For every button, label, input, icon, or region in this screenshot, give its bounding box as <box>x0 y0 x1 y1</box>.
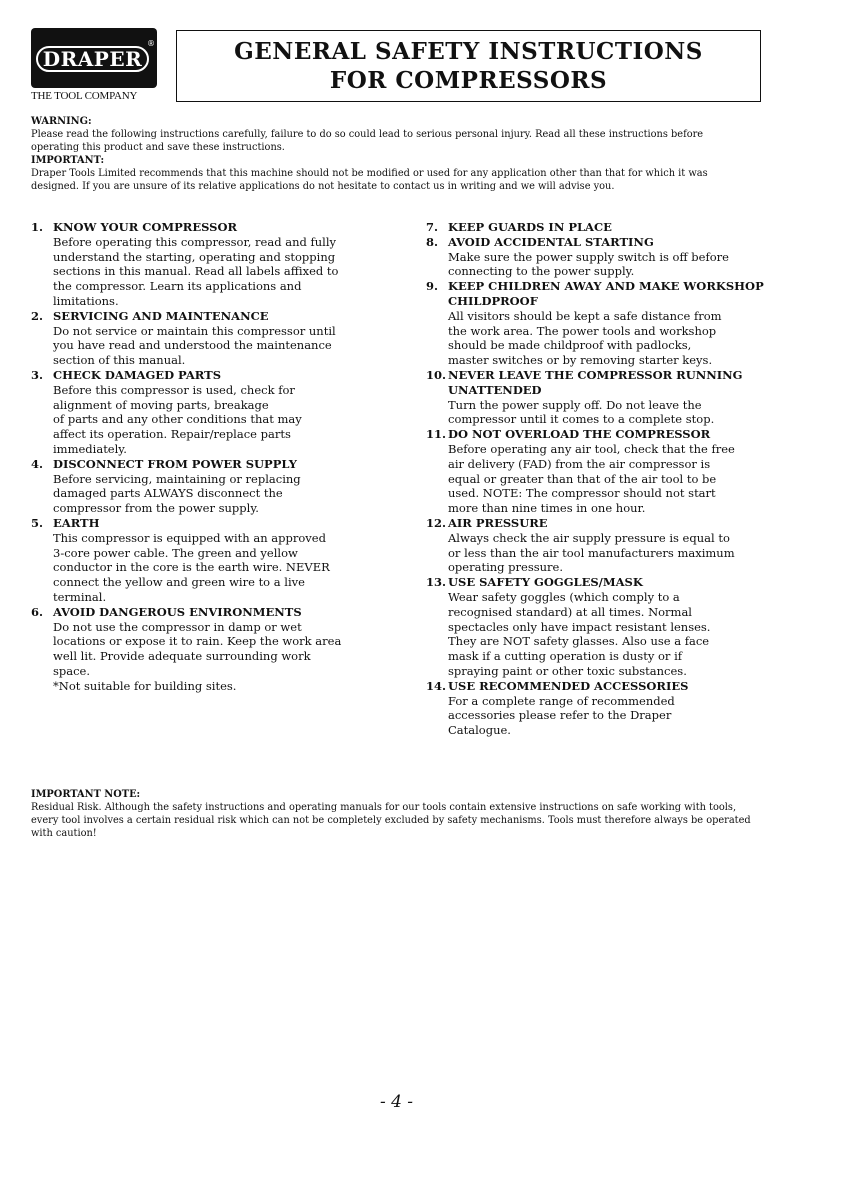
instruction-text-line: conductor in the core is the earth wire. NEVER <box>53 560 330 575</box>
instruction-text-line: the work area. The power tools and workshop <box>448 323 717 338</box>
instruction-text-line: damaged parts ALWAYS disconnect the <box>53 486 283 501</box>
logo-tagline: THE TOOL COMPANY <box>31 90 138 102</box>
instruction-text-line: master switches or by removing starter keys. <box>448 353 713 368</box>
instruction-number: 13. <box>426 575 447 590</box>
warning-text: Please read the following instructions carefully, failure to do so could lead to serious personal injury. Read all these instructions before operating this product and save these instructions. <box>31 129 704 153</box>
logo-brand-name: DRAPER <box>36 46 149 72</box>
instruction-text-line: Catalogue. <box>448 723 511 738</box>
instruction-text-line: used. NOTE: The compressor should not start <box>448 486 716 501</box>
important-note-text: Residual Risk. Although the safety instructions and operating manuals for our tools contain extensive instructions on safe working with tools, every tool involves a certain residual risk which can not be completely excluded by safety mechanisms. Tools must therefore always be operated with caution! <box>31 802 751 839</box>
instruction-text-line: They are NOT safety glasses. Also use a face <box>448 634 710 649</box>
instruction-text-line: All visitors should be kept a safe distance from <box>448 308 722 323</box>
instruction-text-line: For a complete range of recommended <box>448 693 675 708</box>
instruction-text-line: Turn the power supply off. Do not leave the <box>448 397 702 412</box>
instruction-text-line: compressor from the power supply. <box>53 501 259 516</box>
instruction-number: 6. <box>31 604 44 619</box>
instruction-title: SERVICING AND MAINTENANCE <box>53 308 269 323</box>
important-note-heading: IMPORTANT NOTE: <box>31 789 141 800</box>
instruction-text-line: sections in this manual. Read all labels affixed to <box>53 264 339 279</box>
instruction-text-line: affect its operation. Repair/replace parts <box>53 427 291 442</box>
instruction-text-line: spraying paint or other toxic substances. <box>448 663 687 678</box>
instruction-number: 5. <box>31 515 44 530</box>
logo-badge <box>31 28 157 88</box>
instruction-text-line: section of this manual. <box>53 353 186 368</box>
instruction-item <box>31 309 368 368</box>
instruction-item <box>426 235 766 279</box>
instruction-item <box>426 220 766 235</box>
instruction-text-line: equal or greater than that of the air tool to be <box>448 471 717 486</box>
instruction-title: AVOID DANGEROUS ENVIRONMENTS <box>53 604 302 619</box>
instruction-title: KEEP CHILDREN AWAY AND MAKE WORKSHOP CHILDPROOF <box>448 279 764 308</box>
instruction-item <box>31 220 368 309</box>
page-title <box>176 30 761 102</box>
instruction-text-line: connect the yellow and green wire to a live <box>53 575 305 590</box>
instruction-text-line: Make sure the power supply switch is off before <box>448 249 729 264</box>
instruction-item <box>426 679 766 738</box>
instruction-text-line: should be made childproof with padlocks, <box>448 338 692 353</box>
instruction-text-line: alignment of moving parts, breakage <box>53 397 269 412</box>
instruction-title: CHECK DAMAGED PARTS <box>53 367 221 382</box>
instruction-text-line: compressor until it comes to a complete stop. <box>448 412 715 427</box>
instruction-text-line: immediately. <box>53 441 127 456</box>
instruction-number: 1. <box>31 220 44 234</box>
instruction-text-line: understand the starting, operating and stopping <box>53 249 336 264</box>
instruction-item <box>426 516 766 575</box>
instruction-text-line: Always check the air supply pressure is equal to <box>448 530 730 545</box>
important-heading: IMPORTANT: <box>31 155 105 166</box>
intro-section <box>31 115 751 193</box>
instruction-text-line: accessories please refer to the Draper <box>448 708 672 723</box>
instruction-title: USE RECOMMENDED ACCESSORIES <box>448 678 689 693</box>
page-number: - 4 - <box>379 1092 414 1112</box>
instruction-text-line: more than nine times in one hour. <box>448 501 646 516</box>
instruction-text-line: limitations. <box>53 293 119 308</box>
instruction-text-line: Before operating any air tool, check that the free <box>448 441 735 456</box>
important-note-section <box>31 788 751 840</box>
title-line-2: FOR COMPRESSORS <box>329 67 608 94</box>
instruction-text-line: Before servicing, maintaining or replacing <box>53 471 301 486</box>
instruction-title: AVOID ACCIDENTAL STARTING <box>448 234 654 249</box>
instruction-number: 2. <box>31 308 44 323</box>
instruction-text-line: terminal. <box>53 589 107 604</box>
instruction-text-line: connecting to the power supply. <box>448 264 635 279</box>
instruction-item <box>31 605 368 694</box>
instructions-left-column <box>31 220 368 694</box>
instruction-text-line: 3-core power cable. The green and yellow <box>53 545 298 560</box>
title-line-1: GENERAL SAFETY INSTRUCTIONS <box>234 38 703 65</box>
instruction-text-line: mask if a cutting operation is dusty or if <box>448 649 682 664</box>
instructions-right-column <box>426 220 766 738</box>
instruction-item <box>426 427 766 516</box>
instruction-number: 14. <box>426 678 447 693</box>
instruction-item <box>31 457 368 516</box>
instruction-number: 11. <box>426 427 447 442</box>
instruction-title: DISCONNECT FROM POWER SUPPLY <box>53 456 297 471</box>
instruction-number: 8. <box>426 234 439 249</box>
instruction-text-line: you have read and understood the maintenance <box>53 338 332 353</box>
instruction-text-line: This compressor is equipped with an approved <box>53 530 326 545</box>
instruction-text-line: Before operating this compressor, read and fully <box>53 234 337 249</box>
instruction-item <box>31 516 368 605</box>
instruction-number: 10. <box>426 367 447 382</box>
instruction-text-line: operating pressure. <box>448 560 563 575</box>
instruction-number: 3. <box>31 367 44 382</box>
instruction-text-line: spectacles only have impact resistant lenses. <box>448 619 711 634</box>
instruction-item <box>426 368 766 427</box>
instruction-title: EARTH <box>53 515 100 530</box>
draper-logo <box>31 28 157 104</box>
instruction-title: USE SAFETY GOGGLES/MASK <box>448 575 643 590</box>
instruction-text-line: space. <box>53 663 91 678</box>
instruction-text-line: recognised standard) at all times. Normal <box>448 604 692 619</box>
instruction-title: KNOW YOUR COMPRESSOR <box>53 220 238 234</box>
instruction-text-line: Wear safety goggles (which comply to a <box>448 589 680 604</box>
warning-heading: WARNING: <box>31 116 92 127</box>
instruction-title: NEVER LEAVE THE COMPRESSOR RUNNING UNATTENDED <box>448 367 743 397</box>
instruction-text-line: Before this compressor is used, check for <box>53 382 295 397</box>
instruction-item <box>426 575 766 679</box>
instruction-text-line: locations or expose it to rain. Keep the work area <box>53 634 342 649</box>
instruction-number: 4. <box>31 456 44 471</box>
instruction-text-line: the compressor. Learn its applications and <box>53 279 302 294</box>
instruction-text-line: Do not service or maintain this compressor until <box>53 323 336 338</box>
instruction-text-line: or less than the air tool manufacturers maximum <box>448 545 735 560</box>
instruction-text-line: well lit. Provide adequate surrounding work <box>53 649 311 664</box>
instruction-title: KEEP GUARDS IN PLACE <box>448 220 612 234</box>
instruction-item <box>426 279 766 368</box>
instruction-title: AIR PRESSURE <box>448 515 548 530</box>
important-text: Draper Tools Limited recommends that this machine should not be modified or used for any application other than that for which it was designed. If you are unsure of its relative applications do not hesitate to contact us in writing and we will advise you. <box>31 168 708 192</box>
instruction-item <box>31 368 368 457</box>
registered-mark: ® <box>147 39 155 48</box>
instruction-number: 9. <box>426 279 439 294</box>
instruction-number: 7. <box>426 220 439 234</box>
instruction-text-line: *Not suitable for building sites. <box>53 678 237 693</box>
instruction-number: 12. <box>426 515 447 530</box>
instruction-text-line: of parts and any other conditions that may <box>53 412 302 427</box>
instruction-text-line: Do not use the compressor in damp or wet <box>53 619 302 634</box>
instruction-title: DO NOT OVERLOAD THE COMPRESSOR <box>448 427 711 442</box>
instruction-text-line: air delivery (FAD) from the air compressor is <box>448 456 711 471</box>
